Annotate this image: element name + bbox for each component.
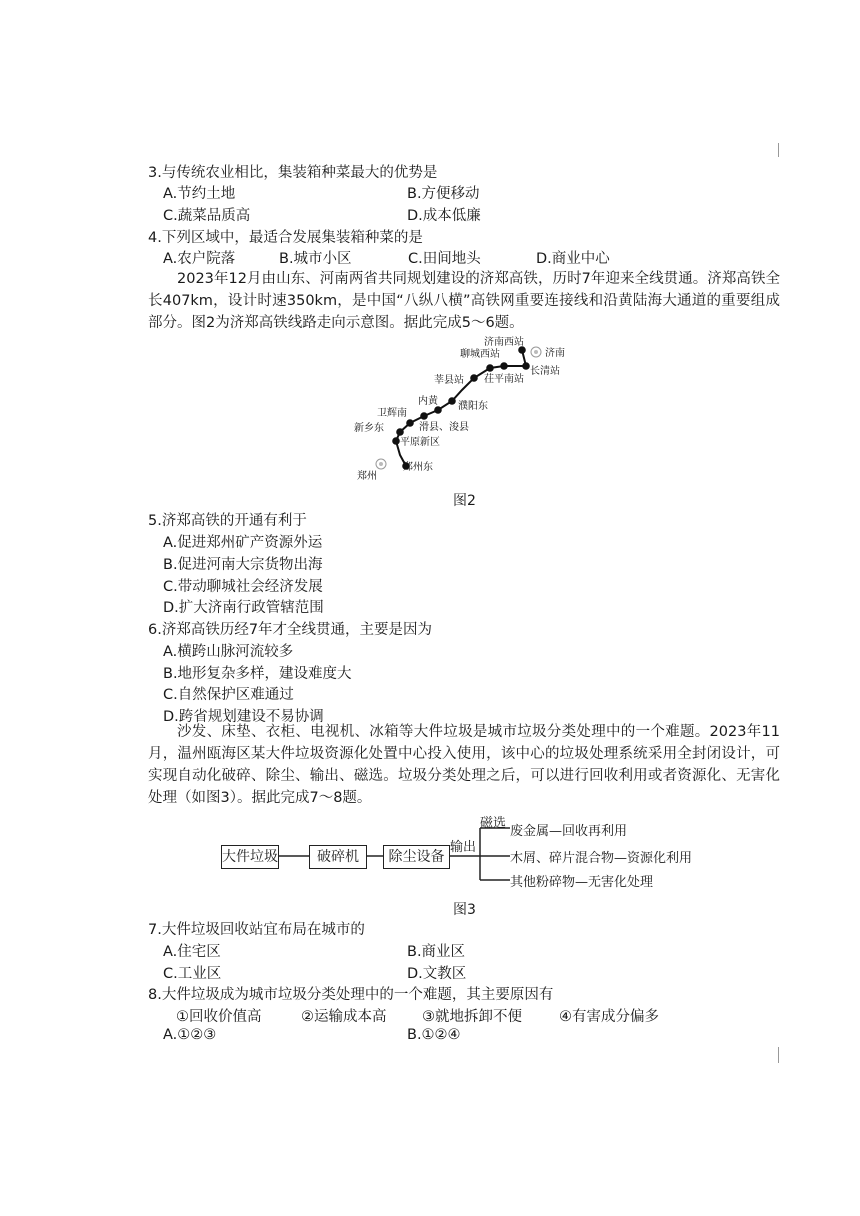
- label-weihui-south: 卫辉南: [377, 408, 407, 419]
- edge-mark: [778, 1047, 779, 1063]
- passage-bulky-waste: 沙发、床垫、衣柜、电视机、冰箱等大件垃圾是城市垃圾分类处理中的一个难题。2023年11月，温州瓯海区某大件垃圾资源化处置中心投入使用，该中心的垃圾处理系统采用全封闭设计，可实现自动化破碎、除尘、输出、磁选。垃圾分类处理之后，可以进行回收利用或者资源化、无害化处理（如图3）。据此完成7～8题。: [148, 724, 780, 806]
- question-6-option-b: B.地形复杂多样，建设难度大: [163, 666, 352, 682]
- question-3-option-a: A.节约土地: [163, 186, 236, 202]
- label-zhengzhou-east: 郑州东: [403, 462, 433, 473]
- question-6-option-c: C.自然保护区难通过: [163, 687, 294, 703]
- question-8-option-a: A.①②③: [163, 1027, 217, 1043]
- question-7-option-b: B.商业区: [407, 944, 466, 960]
- question-3-stem: 3.与传统农业相比，集装箱种菜最大的优势是: [148, 165, 438, 181]
- question-6-option-a: A.横跨山脉河流较多: [163, 644, 294, 660]
- question-3-option-c: C.蔬菜品质高: [163, 208, 251, 224]
- question-4-option-d: D.商业中心: [536, 251, 610, 267]
- flow-box-crusher: 破碎机: [309, 845, 367, 869]
- flow-box-dust-removal: 除尘设备: [383, 845, 450, 869]
- question-8-item-3: ③就地拆卸不便: [422, 1009, 522, 1025]
- question-5-option-c: C.带动聊城社会经济发展: [163, 579, 323, 595]
- edge-mark: [778, 143, 779, 157]
- question-8-stem: 8.大件垃圾成为城市垃圾分类处理中的一个难题，其主要原因有: [148, 987, 554, 1003]
- passage-jizheng-railway: 2023年12月由山东、河南两省共同规划建设的济郑高铁，历时7年迎来全线贯通。济郑高铁全长407km，设计时速350km，是中国“八纵八横”高铁网重要连接线和沿黄陆海大通道的重要组成部分。图2为济郑高铁线路走向示意图。据此完成5～6题。: [148, 271, 780, 331]
- jinan-city-icon: [531, 347, 541, 357]
- shenxian-station-dot: [470, 374, 478, 382]
- label-xinxiang-east: 新乡东: [354, 423, 384, 434]
- puyang-east-station-dot: [448, 397, 456, 405]
- changqing-station-dot: [522, 362, 530, 370]
- label-puyang-east: 濮阳东: [458, 401, 488, 412]
- flow-box-bulky-waste: 大件垃圾: [221, 845, 279, 869]
- question-8-option-b: B.①②④: [407, 1027, 461, 1043]
- question-7-option-d: D.文教区: [407, 966, 467, 982]
- question-3-option-b: B.方便移动: [407, 186, 480, 202]
- flow-branch-wood: 木屑、碎片混合物—资源化利用: [510, 851, 693, 866]
- question-7-option-c: C.工业区: [163, 966, 222, 982]
- question-5-option-d: D.扩大济南行政管辖范围: [163, 600, 324, 616]
- question-4-option-c: C.田间地头: [408, 251, 481, 267]
- label-neihuang: 内黄: [418, 396, 438, 407]
- figure-2-route-map: [340, 332, 565, 488]
- question-5-option-b: B.促进河南大宗货物出海: [163, 557, 323, 573]
- flow-branch-metal: 废金属—回收再利用: [510, 824, 628, 839]
- figure-2-caption: 图2: [453, 493, 476, 509]
- label-pingyuan-new: 平原新区: [400, 437, 440, 448]
- question-6-stem: 6.济郑高铁历经7年才全线贯通，主要是因为: [148, 622, 433, 638]
- flow-label-magnetic: 磁选: [480, 816, 507, 831]
- neihuang-station-dot: [434, 406, 442, 414]
- label-huaxian-junxian: 滑县、浚县: [419, 422, 469, 433]
- label-jinan-west: 济南西站: [484, 337, 524, 348]
- question-8-item-2: ②运输成本高: [301, 1009, 387, 1025]
- label-zhengzhou: 郑州: [357, 471, 377, 482]
- question-4-option-b: B.城市小区: [279, 251, 352, 267]
- question-8-item-4: ④有害成分偏多: [559, 1009, 659, 1025]
- weihui-south-station-dot: [406, 419, 414, 427]
- label-shenxian: 莘县站: [434, 375, 464, 386]
- question-5-option-a: A.促进郑州矿产资源外运: [163, 535, 323, 551]
- question-3-option-d: D.成本低廉: [407, 208, 481, 224]
- flow-label-output: 输出: [450, 840, 477, 855]
- question-4-stem: 4.下列区域中，最适合发展集装箱种菜的是: [148, 230, 423, 246]
- label-liaocheng-west: 聊城西站: [460, 349, 500, 360]
- figure-3-flow-chart: [210, 810, 710, 894]
- question-6-option-d: D.跨省规划建设不易协调: [163, 709, 324, 725]
- question-7-option-a: A.住宅区: [163, 944, 221, 960]
- question-8-item-1: ①回收价值高: [176, 1009, 262, 1025]
- label-jinan: 济南: [545, 348, 565, 359]
- chiping-south-station-dot: [500, 362, 508, 370]
- question-4-option-a: A.农户院落: [163, 251, 236, 267]
- label-changqing: 长清站: [530, 366, 560, 377]
- huaxian-junxian-station-dot: [420, 412, 428, 420]
- zhengzhou-city-icon: [376, 459, 386, 469]
- flow-branch-other: 其他粉碎物—无害化处理: [510, 875, 654, 890]
- label-chiping-south: 茌平南站: [484, 374, 524, 385]
- figure-3-caption: 图3: [453, 902, 476, 918]
- question-7-stem: 7.大件垃圾回收站宜布局在城市的: [148, 922, 365, 938]
- liaocheng-west-station-dot: [486, 364, 494, 372]
- pingyuan-new-station-dot: [392, 437, 400, 445]
- question-5-stem: 5.济郑高铁的开通有利于: [148, 513, 307, 529]
- xinxiang-east-station-dot: [396, 428, 404, 436]
